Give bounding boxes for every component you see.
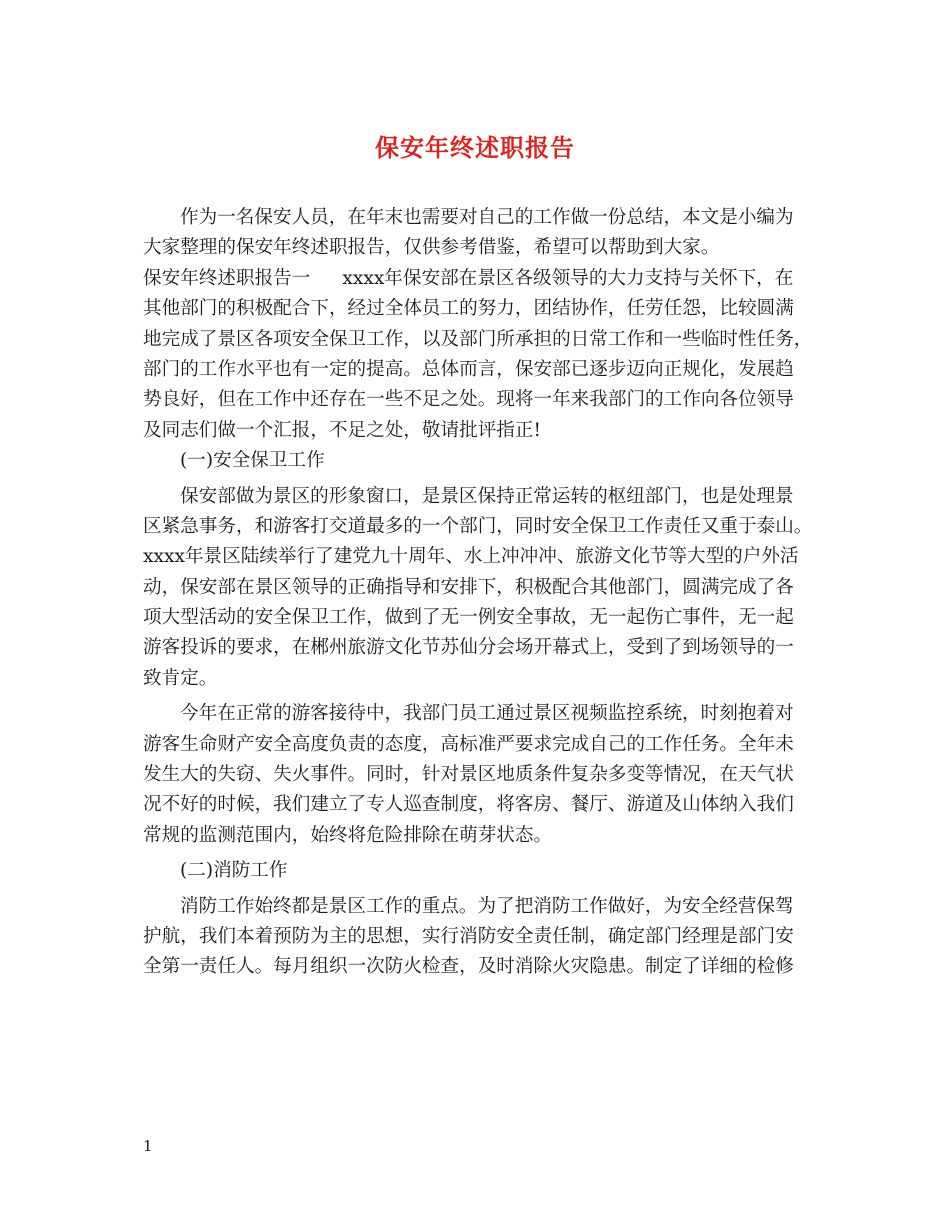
body-line: 消防工作始终都是景区工作的重点。为了把消防工作做好，为安全经营保驾 — [180, 895, 794, 917]
body-line: 部门的工作水平也有一定的提高。总体而言，保安部已逐步迈向正规化，发展趋 — [143, 358, 794, 380]
body-line: 项大型活动的安全保卫工作，做到了无一例安全事故，无一起伤亡事件，无一起 — [143, 607, 794, 629]
report-heading: 保安年终述职报告一 — [143, 267, 311, 289]
body-line: 今年在正常的游客接待中，我部门员工通过景区视频监控系统，时刻抱着对 — [180, 703, 794, 725]
body-line: 护航，我们本着预防为主的思想，实行消防安全责任制，确定部门经理是部门安 — [143, 925, 794, 947]
body-line: xxxx年景区陆续举行了建党九十周年、水上冲冲冲、旅游文化节等大型的户外活 — [143, 546, 799, 568]
body-line: 其他部门的积极配合下，经过全体员工的努力，团结协作，任劳任怨，比较圆满 — [143, 298, 794, 320]
section-heading: (一)安全保卫工作 — [180, 450, 325, 472]
body-line: 大家整理的保安年终述职报告，仅供参考借鉴，希望可以帮助到大家。 — [143, 237, 720, 259]
document-title: 保安年终述职报告 — [375, 133, 575, 162]
body-line: 致肯定。 — [143, 667, 218, 689]
body-line: 地完成了景区各项安全保卫工作，以及部门所承担的日常工作和一些临时性任务， — [143, 328, 813, 350]
page-number: 1 — [143, 1137, 153, 1155]
body-line: 势良好，但在工作中还存在一些不足之处。现将一年来我部门的工作向各位领导 — [143, 389, 794, 411]
section-heading: (二)消防工作 — [180, 860, 288, 882]
body-line: 常规的监测范围内，始终将危险排除在萌芽状态。 — [143, 824, 553, 846]
document-body — [143, 203, 818, 983]
body-line: 游客生命财产安全高度负责的态度，高标准严要求完成自己的工作任务。全年未 — [143, 733, 794, 755]
body-line: 游客投诉的要求，在郴州旅游文化节苏仙分会场开幕式上，受到了到场领导的一 — [143, 637, 794, 659]
body-line: 保安部做为景区的形象窗口，是景区保持正常运转的枢纽部门，也是处理景 — [180, 485, 794, 507]
body-line: 作为一名保安人员，在年末也需要对自己的工作做一份总结，本文是小编为 — [180, 207, 794, 228]
body-line: 动，保安部在景区领导的正确指导和安排下，积极配合其他部门，圆满完成了各 — [143, 576, 794, 598]
body-line: 发生大的失窃、失火事件。同时，针对景区地质条件复杂多变等情况，在天气状 — [143, 764, 794, 786]
body-line: 区紧急事务，和游客打交道最多的一个部门，同时安全保卫工作责任又重于泰山。 — [143, 515, 813, 537]
body-line: 及同志们做一个汇报，不足之处，敬请批评指正! — [143, 419, 541, 441]
body-line: 况不好的时候，我们建立了专人巡查制度，将客房、餐厅、游道及山体纳入我们 — [143, 794, 794, 816]
body-line: 全第一责任人。每月组织一次防火检查，及时消除火灾隐患。制定了详细的检修 — [143, 956, 794, 978]
body-line-report-heading — [143, 264, 818, 294]
body-line-continuation: xxxx年保安部在景区各级领导的大力支持与关怀下，在 — [342, 267, 794, 289]
